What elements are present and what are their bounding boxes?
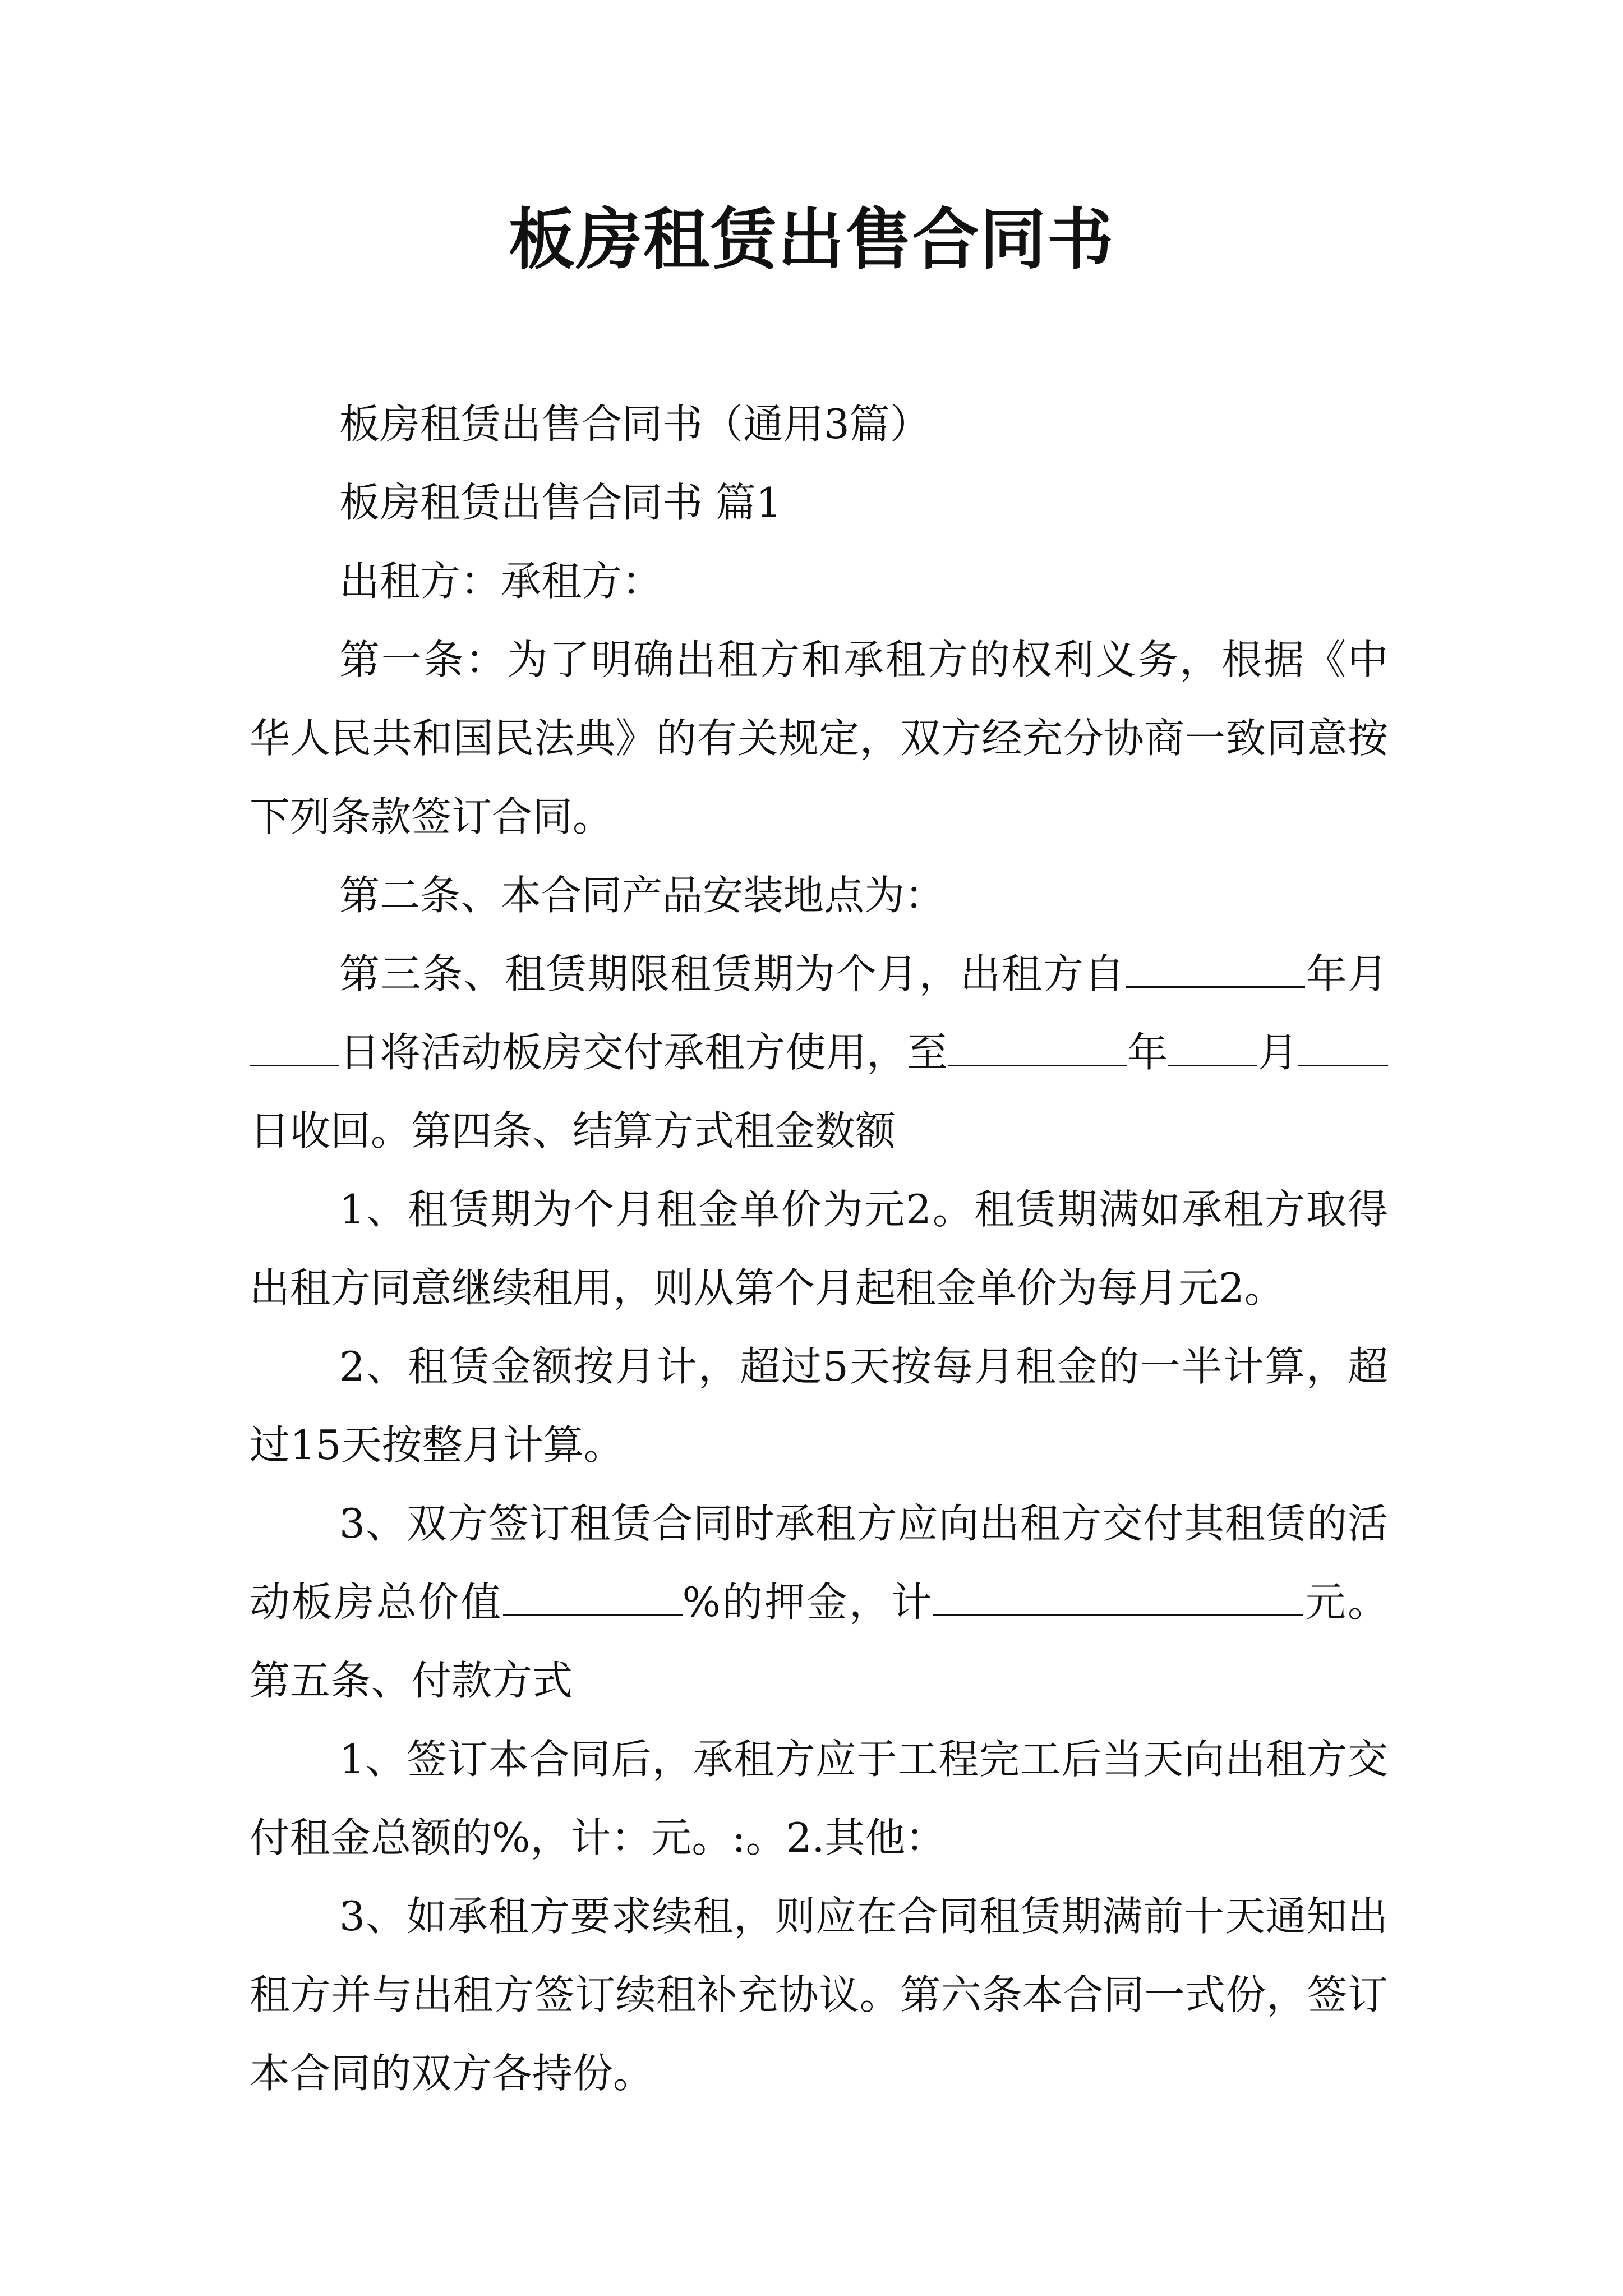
clause-4-2: 2、租赁金额按月计，超过5天按每月租金的一半计算，超过15天按整月计算。 [250,1343,1388,1469]
article-3-text-2: 年月 [1305,950,1388,997]
document-subtitle: 板房租赁出售合同书（通用3篇） [339,401,930,448]
blank-deposit-amount [933,1570,1303,1616]
clause-5-1: 1、签订本合同后，承租方应于工程完工后当天向出租方交付租金总额的%，计：元。:。2.其他： [250,1736,1388,1861]
blank-year-start [1126,941,1305,988]
clause-4-3-text-1: 3、双方签订租赁合同时承租方应向出租方交付其租赁的活动板房总价值 [250,1500,1388,1626]
clause-4-3-text-3: 元。第五条、付款方式 [250,1579,1388,1704]
article-3-text-1: 第三条、租赁期限租赁期为个月，出租方自 [339,950,1126,997]
article-3 [250,935,1388,1170]
article-3-text-5: 月 [1257,1029,1298,1076]
clause-4-1: 1、租赁期为个月租金单价为元2。租赁期满如承租方取得出租方同意继续租用，则从第个月起租金单价为每月元2。 [250,1186,1388,1312]
article-3-text-3: 日将活动板房交付承租方使用，至 [339,1029,948,1076]
blank-year-end [948,1020,1127,1066]
clause-4-3 [250,1484,1388,1720]
section-heading: 板房租赁出售合同书 篇1 [339,479,782,526]
blank-day-start [250,1020,339,1066]
blank-month-end [1168,1020,1257,1066]
parties-line: 出租方：承租方： [339,558,663,605]
article-1: 第一条：为了明确出租方和承租方的权利义务，根据《中华人民共和国民法典》的有关规定，双方经充分协商一致同意按下列条款签订合同。 [250,636,1388,840]
article-3-text-6: 日收回。第四条、结算方式租金数额 [250,1107,896,1154]
blank-day-end [1298,1020,1388,1066]
document-title: 板房租赁出售合同书 [508,200,1114,278]
blank-deposit-percent [503,1570,683,1616]
clause-5-3: 3、如承租方要求续租，则应在合同租赁期满前十天通知出租方并与出租方签订续租补充协议。第六条本合同一式份，签订本合同的双方各持份。 [250,1893,1388,2097]
article-2: 第二条、本合同产品安装地点为： [339,872,946,919]
article-3-text-4: 年 [1127,1029,1168,1076]
document-body [250,385,1388,2113]
clause-4-3-text-2: %的押金，计 [682,1579,934,1626]
